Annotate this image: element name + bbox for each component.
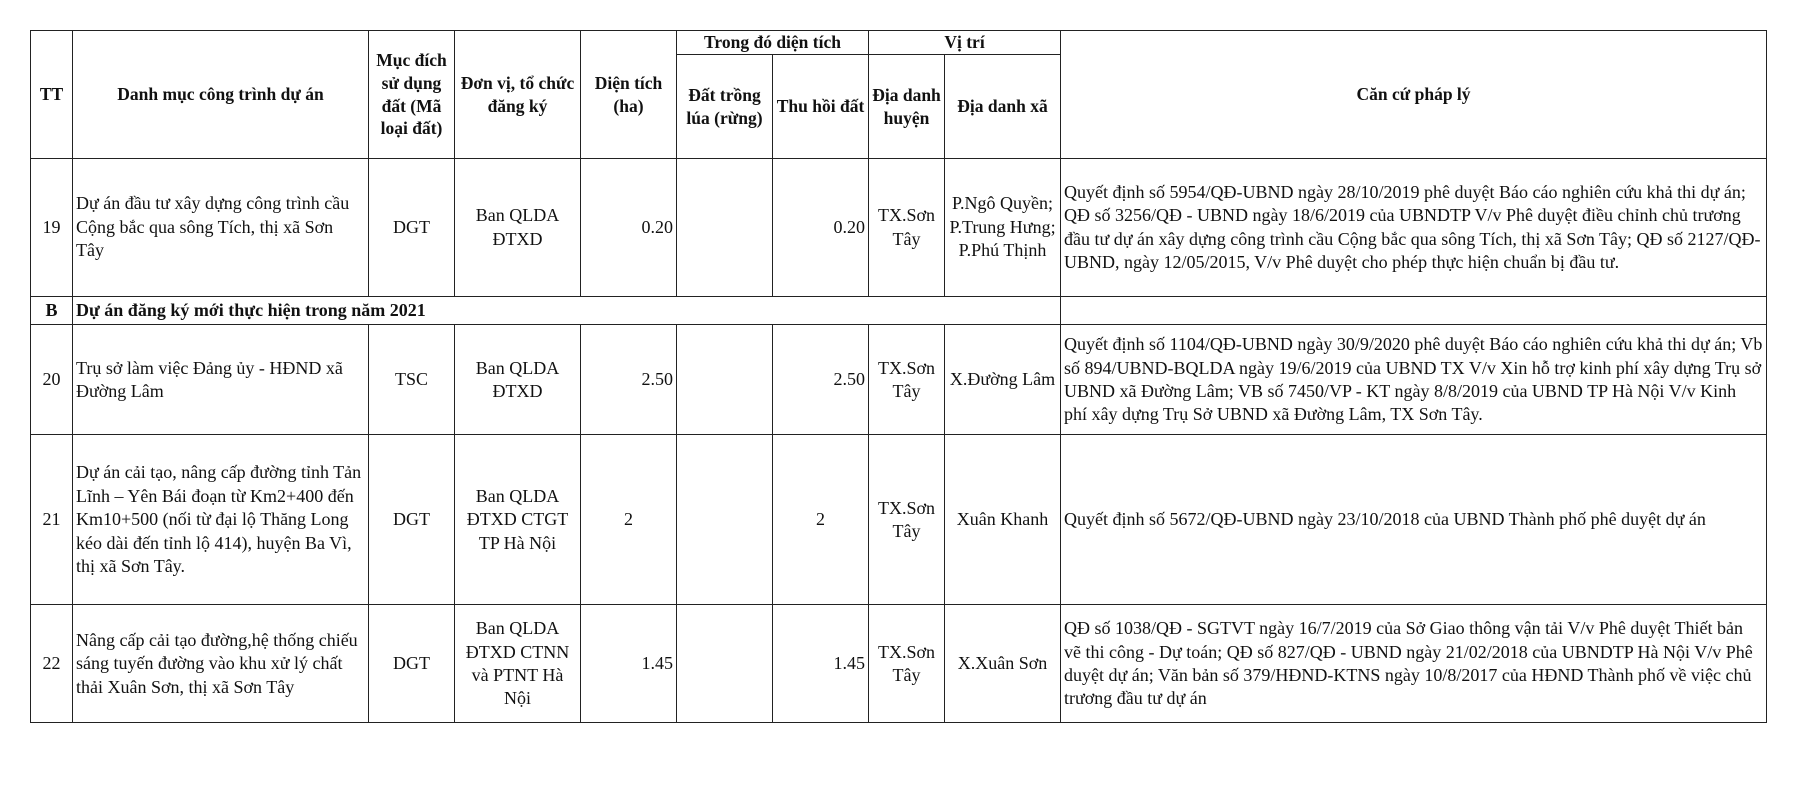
header-dat-trong-lua: Đất trồng lúa (rừng) xyxy=(677,55,773,159)
row-legal: QĐ số 1038/QĐ - SGTVT ngày 16/7/2019 của Sở Giao thông vận tải V/v Phê duyệt Thiết bản vẽ thi công - Dự toán; QĐ số 827/QĐ - UBND ngày 21/02/2018 của UBNDTP Hà Nội V/v Phê duyệt dự án; Văn bản số 379/HĐND-KTNS ngày 10/8/2017 của HĐND Thành phố về việc chủ trương đầu tư dự án xyxy=(1061,605,1767,723)
table-row xyxy=(31,435,1767,605)
header-trong-do: Trong đó diện tích xyxy=(677,31,869,55)
row-legal: Quyết định số 5954/QĐ-UBND ngày 28/10/2019 phê duyệt Báo cáo nghiên cứu khả thi dự án; QĐ số 3256/QĐ - UBND ngày 18/6/2019 của UBNDTP V/v Phê duyệt điều chỉnh chủ trương đầu tư dự án xây dựng công trình cầu Cộng bắc qua sông Tích, thị xã Sơn Tây; QĐ số 2127/QĐ-UBND, ngày 12/05/2015, V/v Phê duyệt cho phép thực hiện chuẩn bị đầu tư. xyxy=(1061,159,1767,297)
row-legal: Quyết định số 1104/QĐ-UBND ngày 30/9/2020 phê duyệt Báo cáo nghiên cứu khả thi dự án; Vb số 894/UBND-BQLDA ngày 19/6/2019 của UBND TX V/v Xin hỗ trợ kinh phí xây dựng Trụ sở UBND xã Đường Lâm; VB số 7450/VP - KT ngày 8/8/2019 của UBND TP Hà Nội V/v Kinh phí xây dựng Trụ Sở UBND xã Đường Lâm, TX Sơn Tây. xyxy=(1061,325,1767,435)
section-title: Dự án đăng ký mới thực hiện trong năm 2021 xyxy=(73,297,1061,325)
row-commune: X.Đường Lâm xyxy=(945,325,1061,435)
header-dia-danh-xa: Địa danh xã xyxy=(945,55,1061,159)
row-area: 2.50 xyxy=(581,325,677,435)
header-don-vi: Đơn vị, tổ chức đăng ký xyxy=(455,31,581,159)
row-name: Trụ sở làm việc Đảng ủy - HĐND xã Đường Lâm xyxy=(73,325,369,435)
row-recovered: 0.20 xyxy=(773,159,869,297)
row-commune: Xuân Khanh xyxy=(945,435,1061,605)
row-tt: 22 xyxy=(31,605,73,723)
table-row xyxy=(31,605,1767,723)
row-tt: 19 xyxy=(31,159,73,297)
row-area: 1.45 xyxy=(581,605,677,723)
row-district: TX.Sơn Tây xyxy=(869,325,945,435)
header-vi-tri: Vị trí xyxy=(869,31,1061,55)
row-legal: Quyết định số 5672/QĐ-UBND ngày 23/10/2018 của UBND Thành phố phê duyệt dự án xyxy=(1061,435,1767,605)
row-area: 0.20 xyxy=(581,159,677,297)
row-recovered: 1.45 xyxy=(773,605,869,723)
row-commune: P.Ngô Quyền; P.Trung Hưng; P.Phú Thịnh xyxy=(945,159,1061,297)
row-area: 2 xyxy=(581,435,677,605)
row-commune: X.Xuân Sơn xyxy=(945,605,1061,723)
header-muc-dich: Mục đích sử dụng đất (Mã loại đất) xyxy=(369,31,455,159)
header-dia-danh-huyen: Địa danh huyện xyxy=(869,55,945,159)
table-row xyxy=(31,159,1767,297)
header-can-cu: Căn cứ pháp lý xyxy=(1061,31,1767,159)
row-district: TX.Sơn Tây xyxy=(869,435,945,605)
section-code: B xyxy=(31,297,73,325)
row-unit: Ban QLDA ĐTXD CTGT TP Hà Nội xyxy=(455,435,581,605)
row-purpose: TSC xyxy=(369,325,455,435)
row-rice xyxy=(677,435,773,605)
row-purpose: DGT xyxy=(369,605,455,723)
row-district: TX.Sơn Tây xyxy=(869,605,945,723)
row-unit: Ban QLDA ĐTXD CTNN và PTNT Hà Nội xyxy=(455,605,581,723)
row-name: Dự án đầu tư xây dựng công trình cầu Cộng bắc qua sông Tích, thị xã Sơn Tây xyxy=(73,159,369,297)
row-recovered: 2 xyxy=(773,435,869,605)
row-recovered: 2.50 xyxy=(773,325,869,435)
land-use-projects-table xyxy=(30,30,1767,723)
header-tt: TT xyxy=(31,31,73,159)
row-rice xyxy=(677,159,773,297)
header-danh-muc: Danh mục công trình dự án xyxy=(73,31,369,159)
section-row xyxy=(31,297,1767,325)
row-rice xyxy=(677,605,773,723)
header-thu-hoi: Thu hồi đất xyxy=(773,55,869,159)
row-name: Dự án cải tạo, nâng cấp đường tỉnh Tản Lĩnh – Yên Bái đoạn từ Km2+400 đến Km10+500 (nối từ đại lộ Thăng Long kéo dài đến tỉnh lộ 414), huyện Ba Vì, thị xã Sơn Tây. xyxy=(73,435,369,605)
row-district: TX.Sơn Tây xyxy=(869,159,945,297)
row-name: Nâng cấp cải tạo đường,hệ thống chiếu sáng tuyến đường vào khu xử lý chất thải Xuân Sơn, thị xã Sơn Tây xyxy=(73,605,369,723)
row-rice xyxy=(677,325,773,435)
row-tt: 20 xyxy=(31,325,73,435)
row-purpose: DGT xyxy=(369,159,455,297)
row-unit: Ban QLDA ĐTXD xyxy=(455,325,581,435)
row-tt: 21 xyxy=(31,435,73,605)
row-purpose: DGT xyxy=(369,435,455,605)
row-unit: Ban QLDA ĐTXD xyxy=(455,159,581,297)
table-row xyxy=(31,325,1767,435)
section-empty-cell xyxy=(1061,297,1767,325)
header-dien-tich: Diện tích (ha) xyxy=(581,31,677,159)
